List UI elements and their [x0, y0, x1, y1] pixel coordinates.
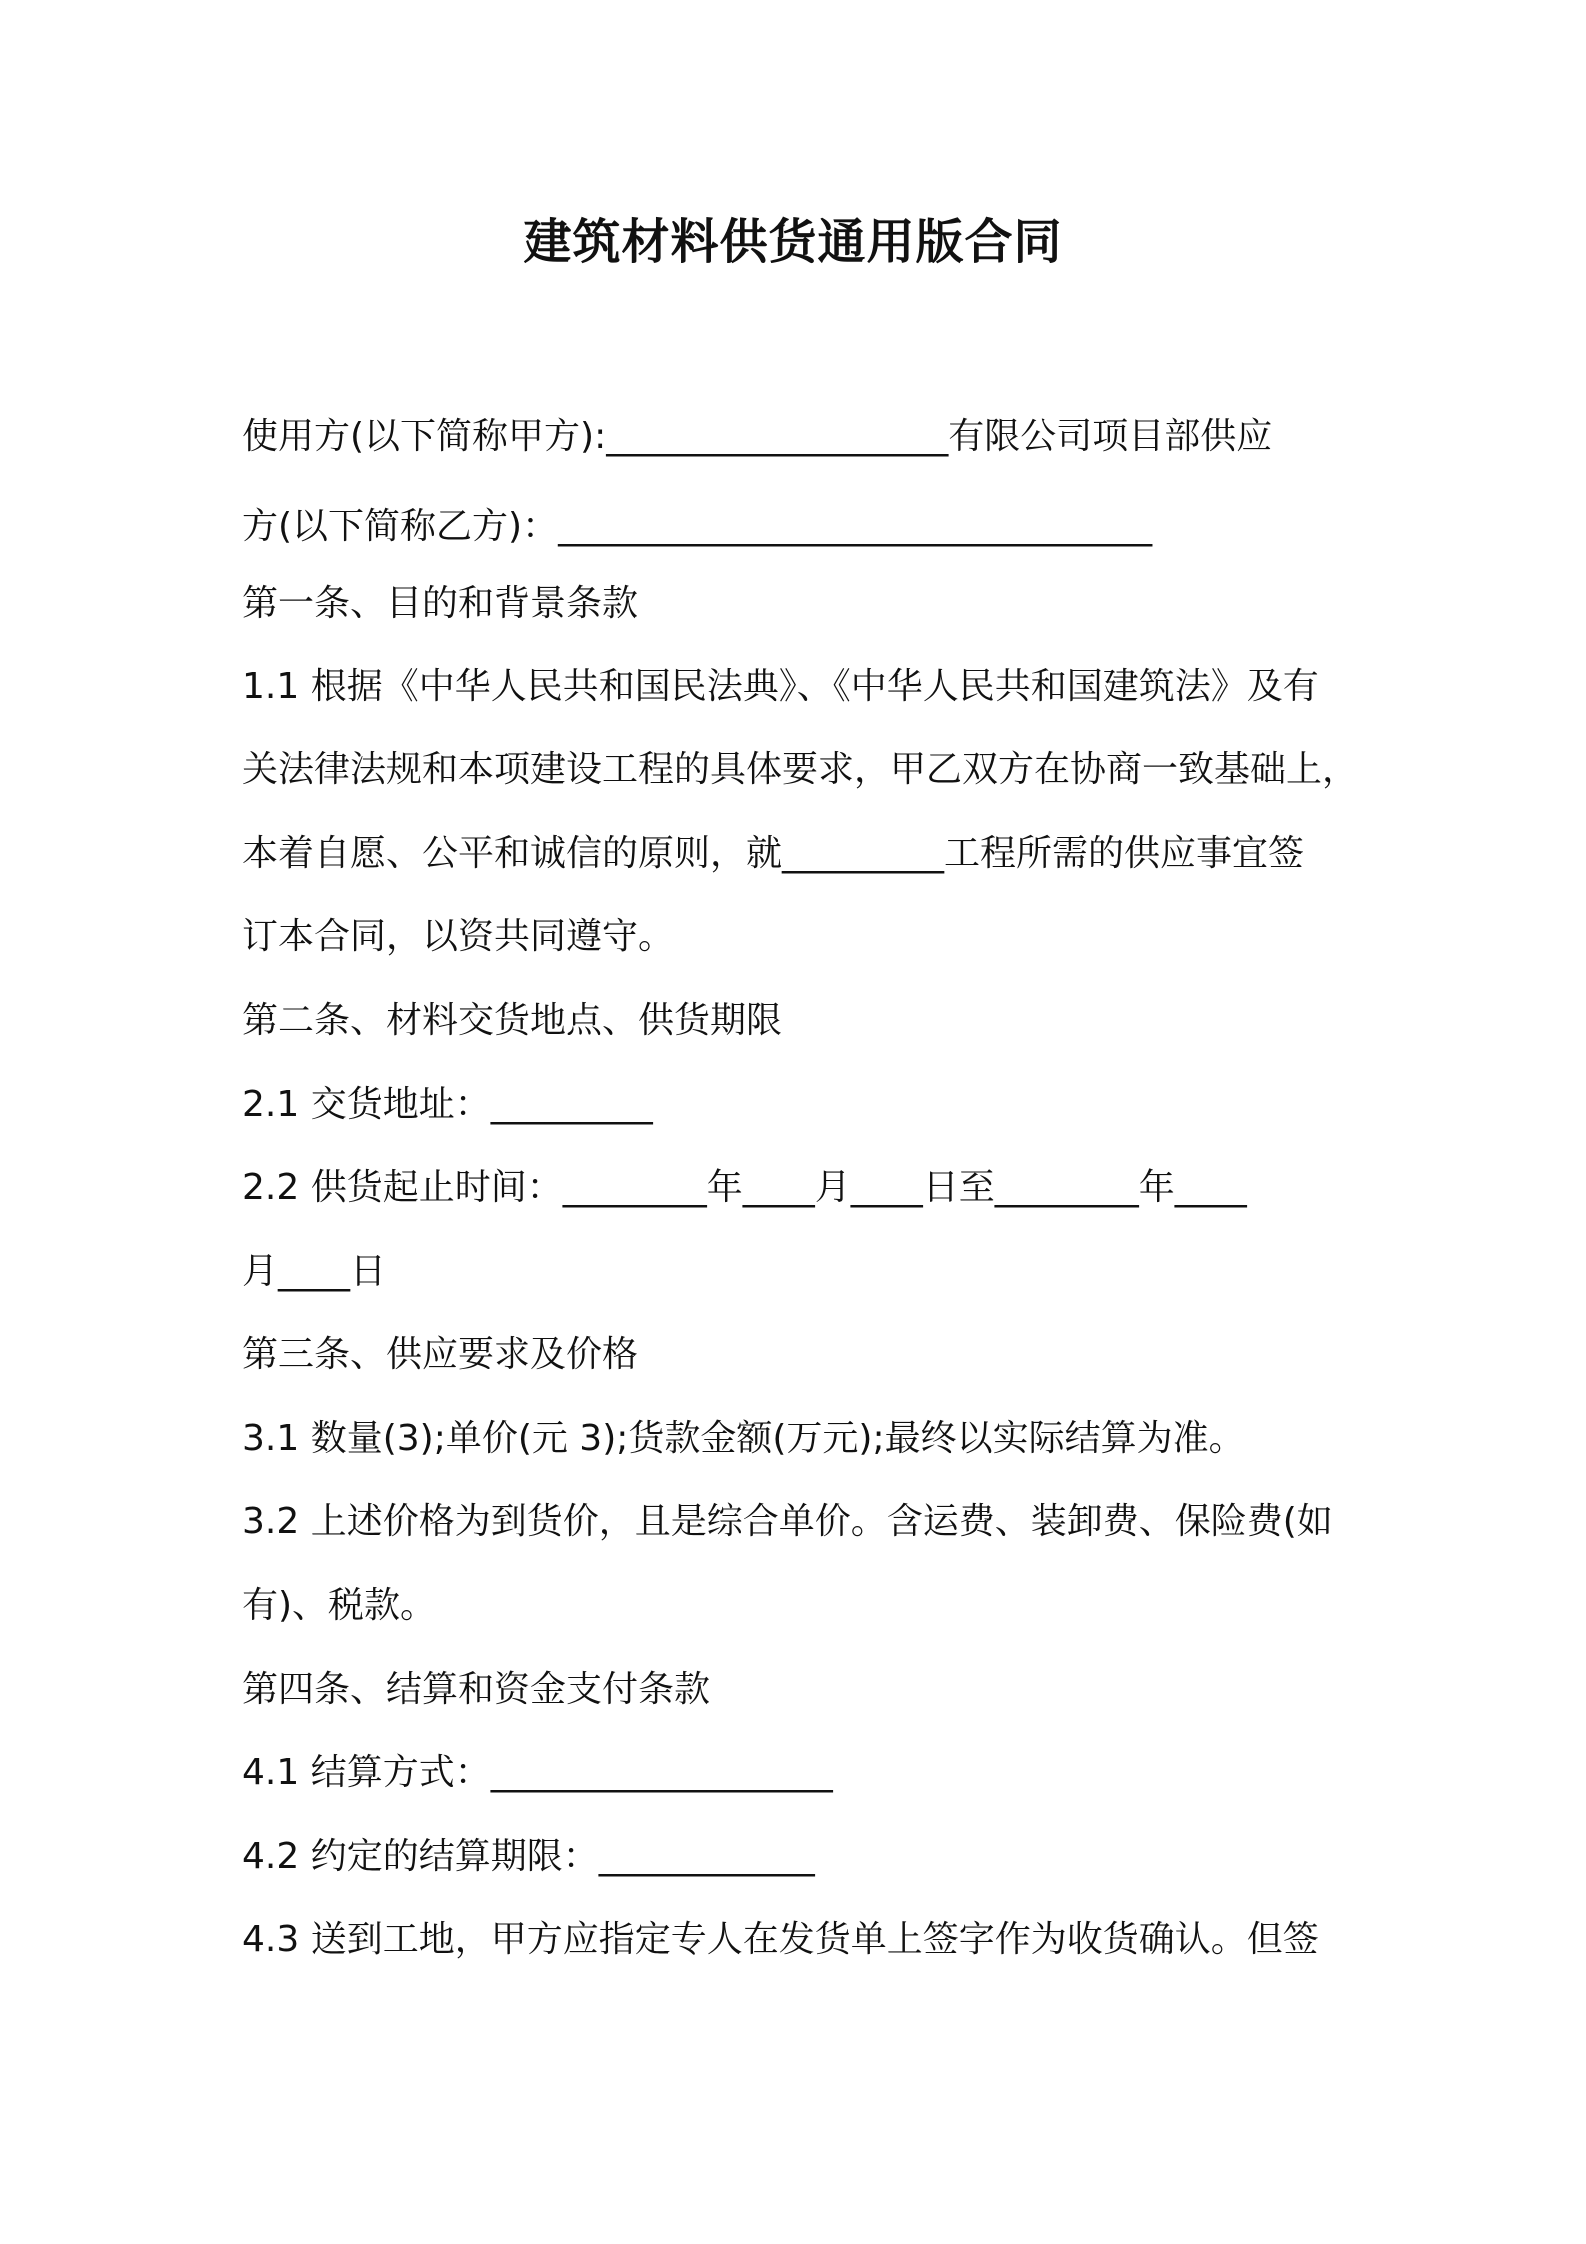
clause-1-1-line-1: 1.1 根据《中华人民共和国民法典》、《中华人民共和国建筑法》及有: [242, 666, 1319, 707]
clause-1-1-line-2: 关法律法规和本项建设工程的具体要求，甲乙双方在协商一致基础上，: [242, 749, 1359, 790]
party-a-line: 使用方(以下简称甲方):___________________有限公司项目部供应: [242, 416, 1273, 457]
clause-4-2: 4.2 约定的结算期限：____________: [242, 1836, 815, 1877]
clause-2-1: 2.1 交货地址：_________: [242, 1084, 653, 1125]
document-title: 建筑材料供货通用版合同: [523, 214, 1063, 270]
clause-3-2-line-2: 有)、税款。: [242, 1585, 437, 1626]
clause-3-1: 3.1 数量(3);单价(元 3);货款金额(万元);最终以实际结算为准。: [242, 1418, 1245, 1459]
clause-3-2-line-1: 3.2 上述价格为到货价，且是综合单价。含运费、装卸费、保险费(如: [242, 1501, 1333, 1542]
clause-1-1-line-4: 订本合同，以资共同遵守。: [242, 916, 675, 957]
article-1-heading: 第一条、目的和背景条款: [242, 583, 639, 624]
party-b-line: 方(以下简称乙方)：_________________________________: [242, 506, 1153, 547]
article-3-heading: 第三条、供应要求及价格: [242, 1334, 639, 1375]
clause-2-2-line-2: 月____日: [242, 1251, 387, 1292]
clause-1-1-line-3: 本着自愿、公平和诚信的原则，就_________工程所需的供应事宜签: [242, 833, 1305, 874]
clause-4-3-line-1: 4.3 送到工地，甲方应指定专人在发货单上签字作为收货确认。但签: [242, 1919, 1319, 1960]
article-2-heading: 第二条、材料交货地点、供货期限: [242, 1000, 783, 1041]
clause-2-2-line-1: 2.2 供货起止时间：________年____月____日至________年____: [242, 1167, 1247, 1208]
clause-4-1: 4.1 结算方式：___________________: [242, 1752, 833, 1793]
article-4-heading: 第四条、结算和资金支付条款: [242, 1669, 711, 1710]
